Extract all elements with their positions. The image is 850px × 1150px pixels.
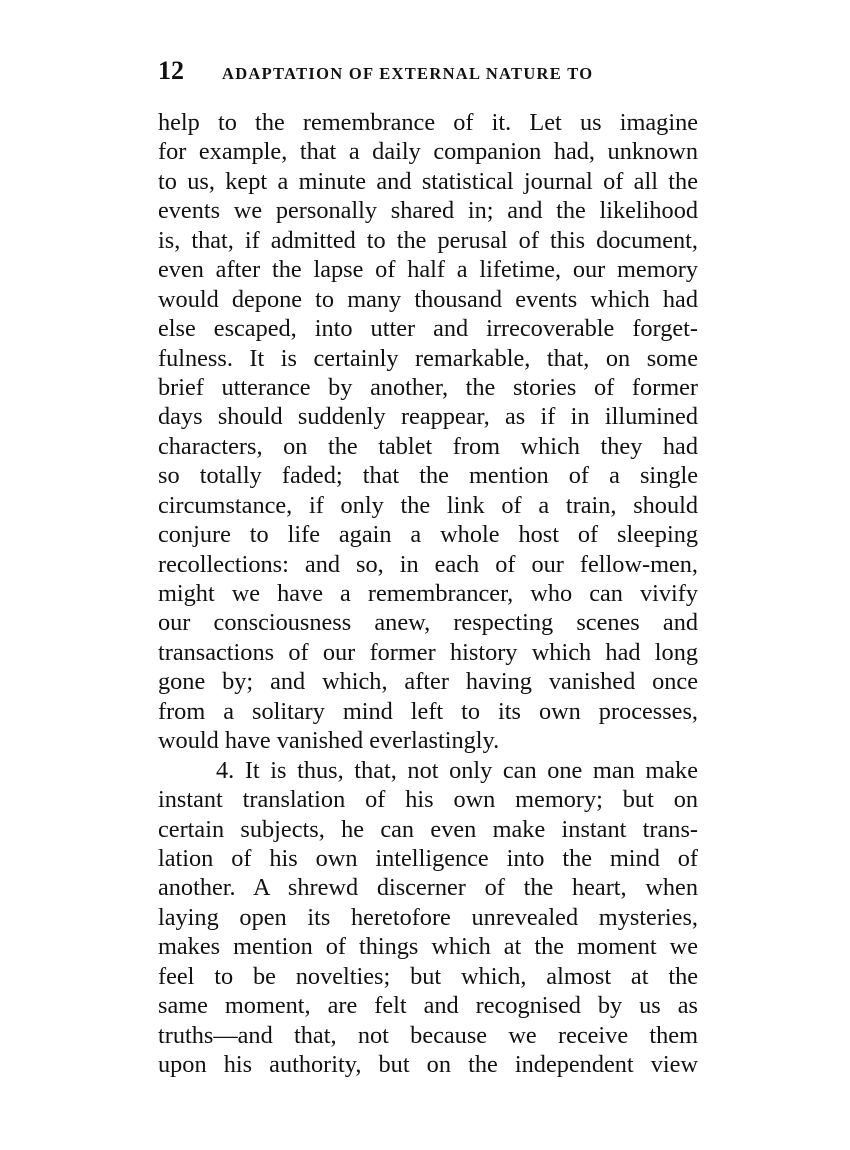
body-text (158, 108, 698, 1079)
text-line: is, that, if admitted to the perusal of this document, (158, 226, 698, 254)
text-line: help to the remembrance of it. Let us imagine (158, 109, 698, 136)
text-line: gone by; and which, after having vanished once (158, 668, 698, 696)
text-line: feel to be novelties; but which, almost at the (158, 962, 698, 990)
running-head-title: ADAPTATION OF EXTERNAL NATURE TO (222, 64, 594, 83)
text-line: conjure to life again a whole host of sleeping (158, 521, 698, 549)
text-line: circumstance, if only the link of a train, should (158, 491, 698, 519)
page-number: 12 (158, 56, 184, 85)
text-line: same moment, are felt and recognised by us as (158, 992, 698, 1020)
text-line: another. A shrewd discerner of the heart, when (158, 874, 698, 902)
text-line: transactions of our former history which had long (158, 638, 698, 666)
text-line: events we personally shared in; and the likelihood (158, 197, 698, 225)
text-line: certain subjects, he can even make instant trans- (158, 815, 698, 843)
running-head (158, 56, 698, 90)
text-line: else escaped, into utter and irrecoverable forget- (158, 315, 698, 343)
text-line: brief utterance by another, the stories of former (158, 373, 698, 401)
text-line: to us, kept a minute and statistical journal of all the (158, 167, 698, 195)
text-line: for example, that a daily companion had, unknown (158, 138, 698, 166)
text-line: upon his authority, but on the independent view (158, 1051, 698, 1078)
text-line: from a solitary mind left to its own processes, (158, 697, 698, 725)
text-line: so totally faded; that the mention of a single (158, 462, 698, 490)
text-line: would depone to many thousand events which had (158, 285, 698, 313)
text-line: even after the lapse of half a lifetime, our memory (158, 256, 698, 284)
paragraph-last-line: would have vanished everlastingly. (158, 727, 500, 755)
text-line: might we have a remembrancer, who can vivify (158, 580, 698, 607)
text-line: laying open its heretofore unrevealed mysteries, (158, 903, 698, 931)
text-line: recollections: and so, in each of our fellow-men, (158, 550, 698, 578)
paragraph-first-line: 4. It is thus, that, not only can one man make (216, 756, 698, 784)
text-line: characters, on the tablet from which they had (158, 432, 698, 460)
text-line: truths—and that, not because we receive them (158, 1021, 698, 1049)
text-line: days should suddenly reappear, as if in illumined (158, 403, 698, 431)
text-line: our consciousness anew, respecting scenes and (158, 609, 698, 637)
text-line: makes mention of things which at the moment we (158, 933, 698, 961)
text-line: lation of his own intelligence into the mind of (158, 844, 698, 872)
text-line: fulness. It is certainly remarkable, that, on some (158, 344, 698, 372)
text-line: instant translation of his own memory; but on (158, 786, 698, 814)
